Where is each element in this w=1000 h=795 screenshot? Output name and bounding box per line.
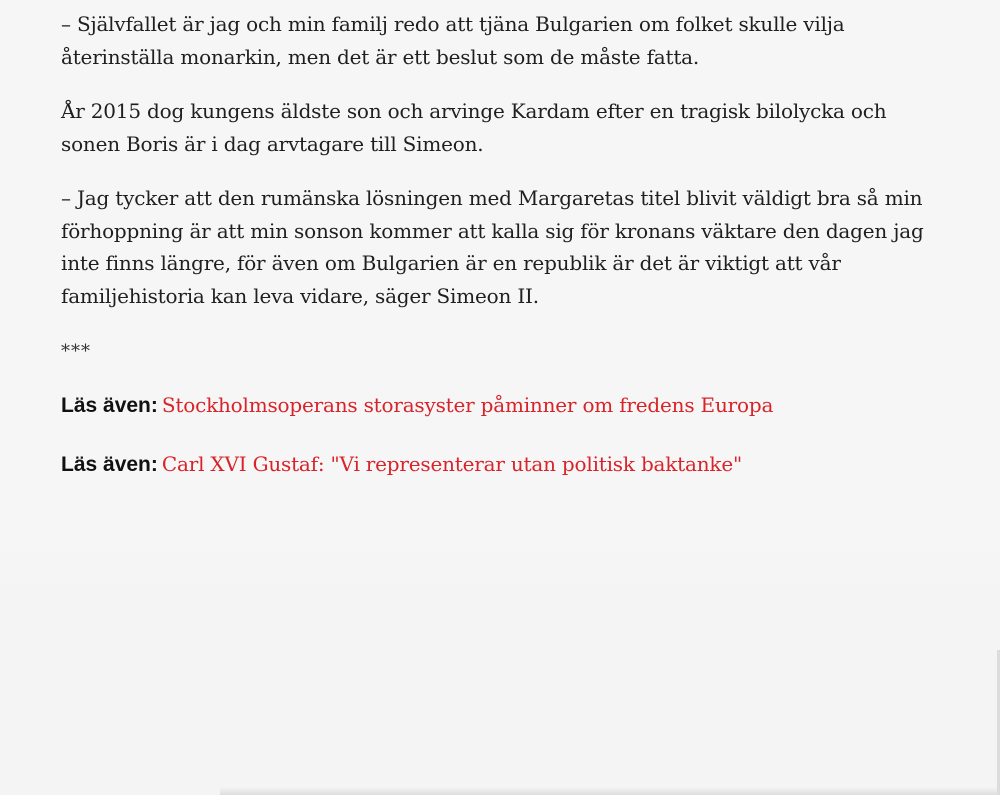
- read-also-link-king[interactable]: Carl XVI Gustaf: "Vi representerar utan politisk baktanke": [161, 452, 742, 476]
- bottom-fade: [0, 520, 1000, 795]
- read-also-label: Läs även:: [61, 394, 158, 417]
- read-also-item: [61, 449, 941, 482]
- article-paragraph: – Jag tycker att den rumänska lösningen med Margaretas titel blivit väldigt bra så min förhoppning är att min sonson kommer att kalla sig för kronans väktare den dagen jag inte finns längre, för även om Bulgarien är en republik är det är viktigt att vår familjehistoria kan leva vidare, säger Simeon II.: [61, 186, 924, 308]
- article-body: [61, 8, 941, 508]
- read-also-link-opera[interactable]: Stockholmsoperans storasyster påminner om fredens Europa: [161, 393, 774, 417]
- read-also-label: Läs även:: [61, 453, 158, 476]
- read-also-item: [61, 390, 941, 423]
- article-paragraph: År 2015 dog kungens äldste son och arvinge Kardam efter en tragisk bilolycka och sonen Boris är i dag arvtagare till Simeon.: [61, 99, 887, 156]
- bottom-edge-shadow: [220, 787, 1000, 795]
- article-paragraph: – Självfallet är jag och min familj redo att tjäna Bulgarien om folket skulle vilja återinställa monarkin, men det är ett beslut som de måste fatta.: [61, 12, 845, 69]
- section-divider: ***: [61, 341, 91, 362]
